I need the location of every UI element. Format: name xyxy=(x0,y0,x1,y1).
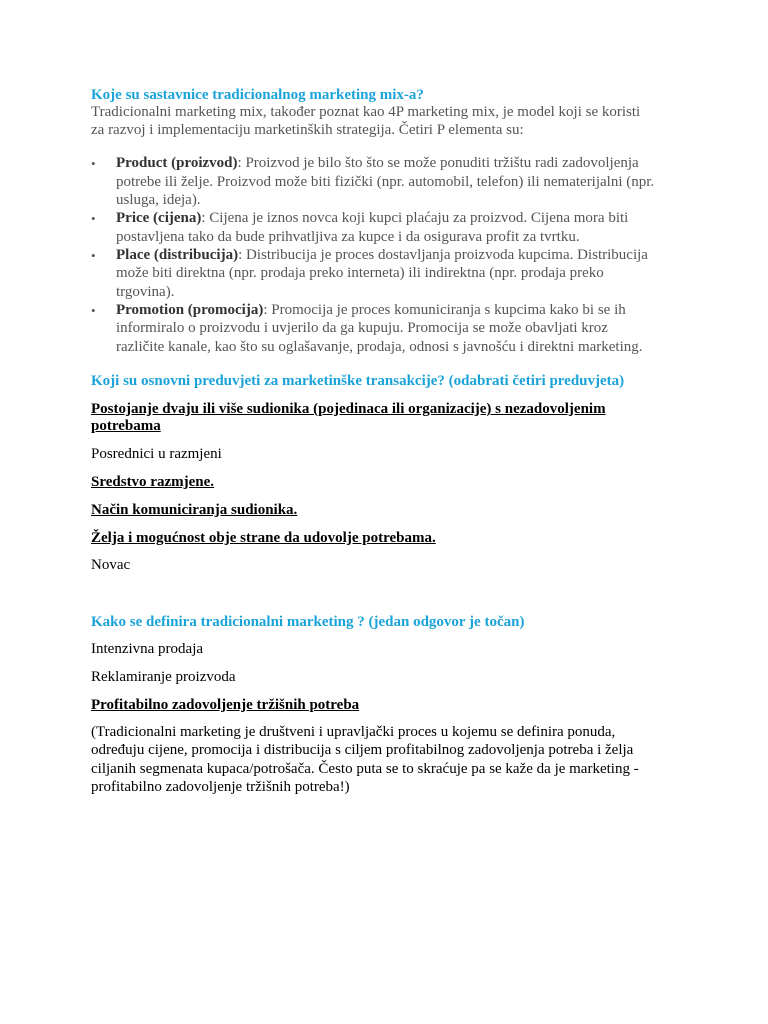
bullet-text: potrebe ili želje. Proizvod može biti fizički (npr. automobil, telefon) ili nematerijalni (npr. xyxy=(116,174,655,190)
bullet-item-price xyxy=(116,209,628,228)
answer-correct: Postojanje dvaju ili više sudionika (pojedinaca ili organizacije) s nezadovoljenim xyxy=(91,401,606,417)
answer-option: Novac xyxy=(91,557,131,573)
bullet-text: informiralo o proizvodu i uvjerilo da ga kupuju. Promocija se može obavljati kroz xyxy=(116,320,608,336)
bullet-text: : Distribucija je proces dostavljanja proizvoda kupcima. Distribucija xyxy=(238,247,648,263)
answer-option: Reklamiranje proizvoda xyxy=(91,669,236,685)
bullet-text: postavljena tako da bude prihvatljiva za kupce i da osigurava profit za tvrtku. xyxy=(116,229,580,245)
answer-correct: Način komuniciranja sudionika. xyxy=(91,502,298,518)
bullet-item-place xyxy=(116,246,648,265)
intro-line: za razvoj i implementaciju marketinških strategija. Četiri P elementa su: xyxy=(91,122,524,138)
answer-option: Intenzivna prodaja xyxy=(91,641,204,657)
bullet-item-promotion xyxy=(116,301,626,320)
term-price: Price (cijena) xyxy=(116,210,202,226)
bullet-icon: • xyxy=(91,303,96,318)
intro-line: Tradicionalni marketing mix, također poznat kao 4P marketing mix, je model koji se koristi xyxy=(91,104,641,120)
term-promotion: Promotion (promocija) xyxy=(116,302,264,318)
bullet-icon: • xyxy=(91,248,96,263)
term-product: Product (proizvod) xyxy=(116,155,238,171)
heading-traditional-marketing-definition: Kako se definira tradicionalni marketing ? (jedan odgovor je točan) xyxy=(91,614,525,630)
bullet-text: : Promocija je proces komuniciranja s kupcima kako bi se ih xyxy=(263,302,626,318)
answer-option: Posrednici u razmjeni xyxy=(91,446,222,462)
bullet-text: može biti direktna (npr. prodaja preko interneta) ili indirektna (npr. prodaja preko xyxy=(116,265,604,281)
bullet-text: : Cijena je iznos novca koji kupci plaćaju za proizvod. Cijena mora biti xyxy=(201,210,629,226)
bullet-text: trgovina). xyxy=(116,284,175,300)
bullet-icon: • xyxy=(91,211,96,226)
answer-correct: potrebama xyxy=(91,418,161,434)
bullet-text: : Proizvod je bilo što što se može ponuditi tržištu radi zadovoljenja xyxy=(237,155,639,171)
answer-correct: Profitabilno zadovoljenje tržišnih potreba xyxy=(91,697,360,713)
explanation-line: (Tradicionalni marketing je društveni i upravljački proces u kojemu se definira ponuda, xyxy=(91,724,616,740)
answer-correct: Sredstvo razmjene. xyxy=(91,474,215,490)
explanation-line: profitabilno zadovoljenje tržišnih potreba!) xyxy=(91,779,350,795)
heading-marketing-mix: Koje su sastavnice tradicionalnog marketing mix-a? xyxy=(91,87,424,103)
explanation-line: ciljanih segmenata kupaca/potrošača. Često puta se to skraćuje pa se kaže da je marketing - xyxy=(91,761,639,777)
explanation-line: određuju cijene, promocija i distribucija s ciljem profitabilnog zadovoljenja potreba i želja xyxy=(91,742,634,758)
heading-transaction-prerequisites: Koji su osnovni preduvjeti za marketinške transakcije? (odabrati četiri preduvjeta) xyxy=(91,373,625,389)
bullet-text: usluga, ideja). xyxy=(116,192,201,208)
term-place: Place (distribucija) xyxy=(116,247,239,263)
bullet-item-product xyxy=(116,154,639,173)
bullet-text: različite kanale, kao što su oglašavanje, prodaja, odnosi s javnošću i direktni marketing. xyxy=(116,339,643,355)
bullet-icon: • xyxy=(91,156,96,171)
answer-correct: Želja i mogućnost obje strane da udovolje potrebama. xyxy=(91,530,436,546)
